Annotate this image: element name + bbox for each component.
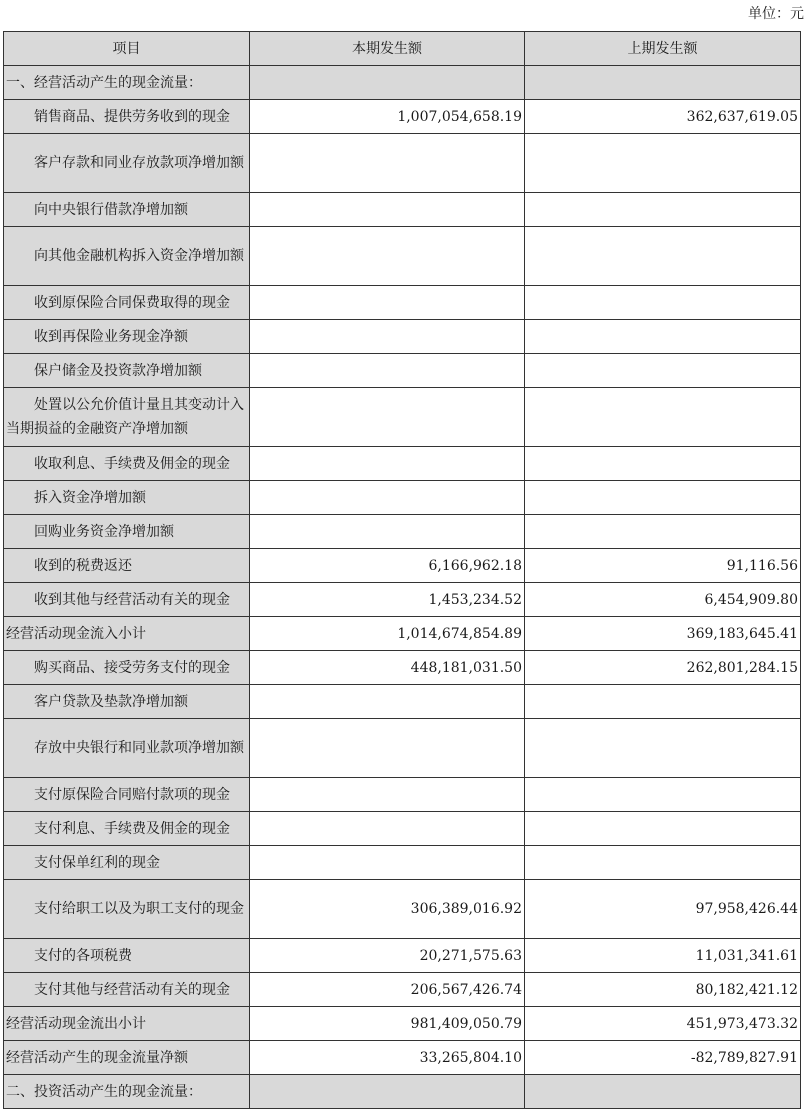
row-label: 客户贷款及垫款净增加额 [4, 685, 250, 719]
row-current: 981,409,050.79 [250, 1007, 525, 1041]
row-current: 448,181,031.50 [250, 651, 525, 685]
row-current [250, 388, 525, 447]
row-previous [525, 134, 801, 193]
row-current [250, 447, 525, 481]
row-previous [525, 193, 801, 227]
row-current: 306,389,016.92 [250, 880, 525, 939]
header-previous-period: 上期发生额 [525, 32, 801, 66]
row-label: 二、投资活动产生的现金流量： [4, 1075, 250, 1109]
row-current [250, 515, 525, 549]
table-row [4, 651, 801, 685]
row-label: 支付其他与经营活动有关的现金 [4, 973, 250, 1007]
table-row [4, 549, 801, 583]
row-label: 支付给职工以及为职工支付的现金 [4, 880, 250, 939]
row-label: 支付的各项税费 [4, 939, 250, 973]
table-row-net [4, 1041, 801, 1075]
table-row [4, 227, 801, 286]
row-previous [525, 388, 801, 447]
row-label: 收到其他与经营活动有关的现金 [4, 583, 250, 617]
row-label: 向中央银行借款净增加额 [4, 193, 250, 227]
row-previous [525, 286, 801, 320]
row-label: 经营活动现金流入小计 [4, 617, 250, 651]
row-previous [525, 719, 801, 778]
row-previous [525, 778, 801, 812]
table-row [4, 320, 801, 354]
row-label: 经营活动产生的现金流量净额 [4, 1041, 250, 1075]
header-item: 项目 [4, 32, 250, 66]
table-row [4, 846, 801, 880]
row-current: 1,007,054,658.19 [250, 100, 525, 134]
row-previous [525, 846, 801, 880]
row-previous: 262,801,284.15 [525, 651, 801, 685]
table-row-section [4, 1075, 801, 1109]
row-label: 支付原保险合同赔付款项的现金 [4, 778, 250, 812]
row-label: 向其他金融机构拆入资金净增加额 [4, 227, 250, 286]
row-label: 一、经营活动产生的现金流量： [4, 66, 250, 100]
row-current: 20,271,575.63 [250, 939, 525, 973]
row-previous [525, 685, 801, 719]
row-current: 206,567,426.74 [250, 973, 525, 1007]
row-label: 支付利息、手续费及佣金的现金 [4, 812, 250, 846]
table-row [4, 193, 801, 227]
table-row [4, 583, 801, 617]
row-current [250, 778, 525, 812]
row-current [250, 134, 525, 193]
row-previous: 80,182,421.12 [525, 973, 801, 1007]
row-current [250, 719, 525, 778]
row-current [250, 812, 525, 846]
table-row [4, 100, 801, 134]
row-previous [525, 515, 801, 549]
table-row [4, 134, 801, 193]
row-previous: 11,031,341.61 [525, 939, 801, 973]
unit-label: 单位：元 [748, 6, 804, 22]
row-label: 客户存款和同业存放款项净增加额 [4, 134, 250, 193]
row-label: 回购业务资金净增加额 [4, 515, 250, 549]
row-label: 购买商品、接受劳务支付的现金 [4, 651, 250, 685]
row-current: 6,166,962.18 [250, 549, 525, 583]
row-label: 收取利息、手续费及佣金的现金 [4, 447, 250, 481]
row-previous [525, 481, 801, 515]
row-previous: 6,454,909.80 [525, 583, 801, 617]
table-row [4, 447, 801, 481]
table-row [4, 286, 801, 320]
table-row [4, 812, 801, 846]
table-row-subtotal [4, 617, 801, 651]
row-label: 销售商品、提供劳务收到的现金 [4, 100, 250, 134]
row-current [250, 320, 525, 354]
row-label: 保户储金及投资款净增加额 [4, 354, 250, 388]
row-label: 收到的税费返还 [4, 549, 250, 583]
row-current: 1,014,674,854.89 [250, 617, 525, 651]
table-row [4, 685, 801, 719]
row-current [250, 1075, 525, 1109]
table-row [4, 388, 801, 447]
row-current [250, 481, 525, 515]
row-current [250, 286, 525, 320]
row-previous [525, 812, 801, 846]
row-label: 存放中央银行和同业款项净增加额 [4, 719, 250, 778]
row-label: 经营活动现金流出小计 [4, 1007, 250, 1041]
table-row [4, 719, 801, 778]
table-row [4, 66, 801, 100]
row-previous [525, 320, 801, 354]
row-current [250, 685, 525, 719]
row-label: 收到再保险业务现金净额 [4, 320, 250, 354]
table-row [4, 778, 801, 812]
row-label: 拆入资金净增加额 [4, 481, 250, 515]
row-current [250, 193, 525, 227]
table-row-subtotal [4, 1007, 801, 1041]
row-previous [525, 227, 801, 286]
row-label: 处置以公允价值计量且其变动计入当期损益的金融资产净增加额 [4, 388, 250, 447]
row-current [250, 227, 525, 286]
row-previous [525, 447, 801, 481]
row-previous: 97,958,426.44 [525, 880, 801, 939]
header-current-period: 本期发生额 [250, 32, 525, 66]
row-current [250, 66, 525, 100]
row-previous: 369,183,645.41 [525, 617, 801, 651]
table-row [4, 481, 801, 515]
row-previous: 451,973,473.32 [525, 1007, 801, 1041]
table-header-row [4, 32, 801, 66]
row-label: 支付保单红利的现金 [4, 846, 250, 880]
row-label: 收到原保险合同保费取得的现金 [4, 286, 250, 320]
table-row [4, 880, 801, 939]
row-previous [525, 66, 801, 100]
table-row [4, 515, 801, 549]
table-row [4, 939, 801, 973]
table-row [4, 973, 801, 1007]
row-current [250, 354, 525, 388]
row-previous: -82,789,827.91 [525, 1041, 801, 1075]
row-current: 1,453,234.52 [250, 583, 525, 617]
row-previous [525, 354, 801, 388]
row-current [250, 846, 525, 880]
row-previous: 362,637,619.05 [525, 100, 801, 134]
row-previous [525, 1075, 801, 1109]
row-previous: 91,116.56 [525, 549, 801, 583]
row-current: 33,265,804.10 [250, 1041, 525, 1075]
cash-flow-table [3, 31, 801, 1109]
table-row [4, 354, 801, 388]
